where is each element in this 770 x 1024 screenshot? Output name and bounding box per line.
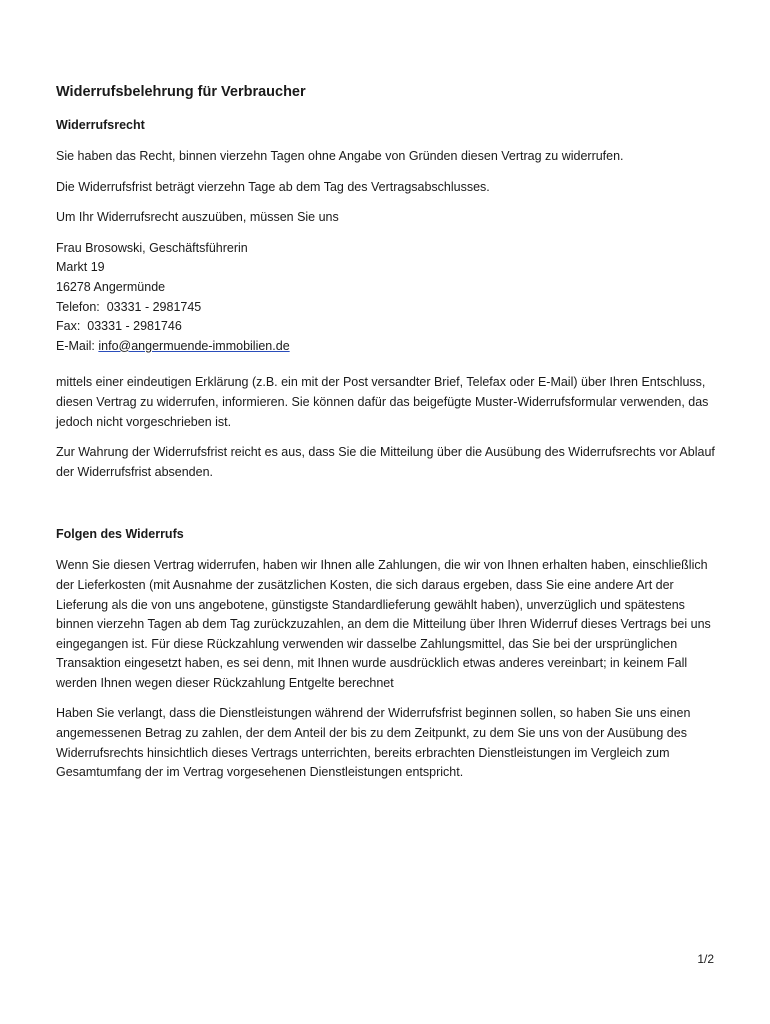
address-name: Frau Brosowski, Geschäftsführerin bbox=[56, 240, 248, 255]
paragraph: Haben Sie verlangt, dass die Dienstleistungen während der Widerrufsfrist beginnen sollen, so haben Sie uns einen angemessenen Betrag zu zahlen, der dem Anteil der bis zu dem Zeitpunkt, zu dem Sie uns von der Ausübung des Widerrufsrechts hinsichtlich dieses Vertrags unterrichten, bereits erbrachten Dienstleistungen im Vergleich zum Gesamtumfang der im Vertrag vorgesehenen Dienstleistungen entspricht. bbox=[56, 706, 691, 780]
address-fax: Fax: 03331 - 2981746 bbox=[56, 319, 182, 334]
document-content bbox=[56, 82, 716, 794]
paragraph: Sie haben das Recht, binnen vierzehn Tagen ohne Angabe von Gründen diesen Vertrag zu widerrufen. bbox=[56, 149, 624, 163]
address-street: Markt 19 bbox=[56, 260, 105, 275]
paragraph: Um Ihr Widerrufsrecht auszuüben, müssen Sie uns bbox=[56, 210, 339, 225]
paragraph: Die Widerrufsfrist beträgt vierzehn Tage ab dem Tag des Vertragsabschlusses. bbox=[56, 179, 490, 194]
email-link[interactable]: info@angermuende-immobilien.de bbox=[98, 338, 290, 353]
address-phone: Telefon: 03331 - 2981745 bbox=[56, 299, 202, 314]
page-number: 1/2 bbox=[697, 952, 714, 966]
address-city: 16278 Angermünde bbox=[56, 279, 166, 294]
address-block bbox=[56, 239, 716, 357]
document-title: Widerrufsbelehrung für Verbraucher bbox=[56, 84, 306, 100]
section-heading-widerrufsrecht: Widerrufsrecht bbox=[56, 118, 145, 132]
section-heading-folgen: Folgen des Widerrufs bbox=[56, 527, 184, 542]
paragraph: Zur Wahrung der Widerrufsfrist reicht es aus, dass Sie die Mitteilung über die Ausübung des Widerrufsrechts vor Ablauf der Widerrufsfrist absenden. bbox=[56, 445, 715, 479]
section-spacer bbox=[56, 493, 716, 525]
email-label: E-Mail: bbox=[56, 338, 99, 353]
address-email-line bbox=[56, 337, 716, 357]
paragraph: mittels einer eindeutigen Erklärung (z.B. ein mit der Post versandter Brief, Telefax oder E-Mail) über Ihren Entschluss, diesen Vertrag zu widerrufen, informieren. Sie können dafür das beigefügte Muster-Widerrufsformular verwenden, das jedoch nicht vorgeschrieben ist. bbox=[56, 375, 709, 429]
paragraph: Wenn Sie diesen Vertrag widerrufen, haben wir Ihnen alle Zahlungen, die wir von Ihnen erhalten haben, einschließlich der Lieferkosten (mit Ausnahme der zusätzlichen Kosten, die sich daraus ergeben, dass Sie eine andere Art der Lieferung als die von uns angebotene, günstigste Standardlieferung gewählt haben), unverzüglich und spätestens binnen vierzehn Tagen ab dem Tag zurückzuzahlen, an dem die Mitteilung über Ihren Widerruf dieses Vertrags bei uns eingegangen ist. Für diese Rückzahlung verwenden wir dasselbe Zahlungsmittel, das Sie bei der ursprünglichen Transaktion eingesetzt haben, es sei denn, mit Ihnen wurde ausdrücklich etwas anderes vereinbart; in keinem Fall werden Ihnen wegen dieser Rückzahlung Entgelte berechnet bbox=[56, 558, 711, 690]
